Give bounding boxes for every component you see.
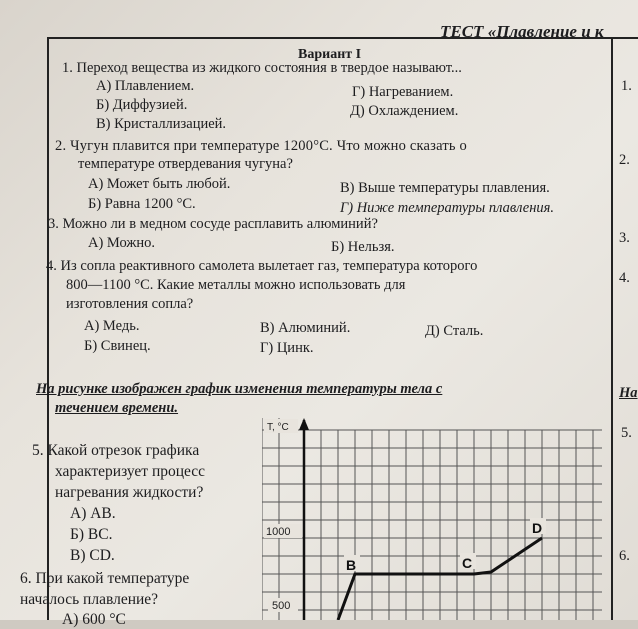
q1-option-d: Д) Охлаждением. (350, 103, 459, 119)
q5-text-line2: характеризует процесс (55, 463, 206, 480)
q1-option-b: Б) Диффузией. (96, 97, 188, 113)
frame-left-border (47, 38, 49, 620)
q2-text-line2: температуре отвердевания чугуна? (78, 156, 293, 172)
q4-option-v: В) Алюминий. (260, 320, 351, 336)
q5-option-v: В) CD. (70, 547, 115, 564)
q4-text-line1: 4. Из сопла реактивного самолета вылетает газ, температура которого (46, 258, 478, 274)
right-q2-number: 2. (619, 152, 630, 168)
q3-text: 3. Можно ли в медном сосуде расплавить алюминий? (48, 216, 378, 232)
q3-option-a: А) Можно. (88, 235, 155, 251)
q5-option-a: А) АВ. (70, 505, 116, 522)
right-q3-number: 3. (619, 230, 630, 246)
graph-intro-line1: На рисунке изображен график изменения температуры тела с (36, 381, 443, 397)
q5-text-line3: нагревания жидкости? (55, 484, 204, 501)
q4-option-a: А) Медь. (84, 318, 140, 334)
q1-option-a: А) Плавлением. (96, 78, 195, 94)
q5-text-line1: 5. Какой отрезок графика (32, 442, 200, 459)
q2-option-g: Г) Ниже температуры плавления. (340, 200, 555, 216)
q2-option-v: В) Выше температуры плавления. (340, 180, 550, 196)
variant-heading: Вариант I (298, 47, 362, 62)
right-q1-number: 1. (621, 78, 632, 94)
q4-option-g: Г) Цинк. (260, 340, 314, 356)
point-c-label: C (462, 555, 473, 571)
graph-intro-line2: течением времени. (55, 400, 179, 416)
y-axis-arrow-icon (299, 418, 309, 430)
graph-grid (262, 418, 602, 620)
q1-text: 1. Переход вещества из жидкого состояния в твердое называют... (62, 60, 462, 76)
right-graph-intro: На (619, 385, 638, 401)
temperature-graph (262, 418, 612, 620)
q5-option-b: Б) ВС. (70, 526, 113, 543)
y-axis-label: T, °C (267, 422, 289, 433)
right-q6-number: 6. (619, 548, 630, 564)
q2-text-line1: 2. Чугун плавится при температуре 1200°С. Что можно сказать о (55, 138, 467, 154)
q4-option-d: Д) Сталь. (425, 323, 484, 339)
q4-option-b: Б) Свинец. (84, 338, 151, 354)
q6-text-line2: началось плавление? (20, 591, 159, 608)
y-tick-1000: 1000 (266, 526, 291, 538)
q4-text-line3: изготовления сопла? (66, 296, 194, 312)
right-q5-number: 5. (621, 425, 632, 441)
right-q4-number: 4. (619, 270, 630, 286)
point-b-label: B (346, 557, 357, 573)
q4-text-line2: 800—1100 °С. Какие металлы можно использовать для (66, 277, 406, 293)
y-tick-500: 500 (272, 600, 291, 612)
q1-option-g: Г) Нагреванием. (352, 84, 454, 100)
q6-option-a: А) 600 °С (62, 611, 126, 628)
q2-option-a: А) Может быть любой. (88, 176, 231, 192)
point-d-label: D (532, 520, 543, 536)
q6-text-line1: 6. При какой температуре (20, 570, 190, 587)
q1-option-v: В) Кристаллизацией. (96, 116, 227, 132)
q2-option-b: Б) Равна 1200 °С. (88, 196, 196, 212)
test-title: ТЕСТ «Плавление и к (440, 22, 604, 41)
q3-option-b: Б) Нельзя. (331, 239, 395, 255)
